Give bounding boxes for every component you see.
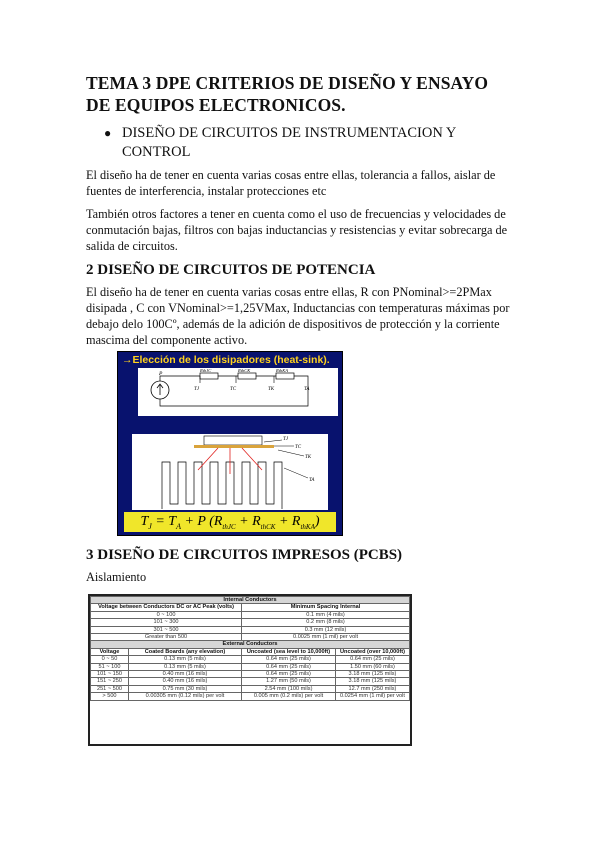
table-cell: 2.54 mm (100 mils) [242, 685, 336, 692]
circuit-label-tj: TJ [194, 387, 199, 392]
heat-sink-svg [132, 434, 328, 510]
table-cell: 1.27 mm (50 mils) [242, 678, 336, 685]
bullet-dot: ● [104, 126, 112, 140]
circuit-label-rthck: RthCK [238, 368, 251, 373]
circuit-label-rthka: RthKA [276, 368, 288, 373]
table-cell: 301 ~ 500 [91, 626, 242, 633]
table-cell: 101 ~ 300 [91, 619, 242, 626]
table-header-cell: Voltage between Conductors DC or AC Peak (volts) [91, 604, 242, 611]
circuit-label-tk: TK [268, 387, 275, 392]
paragraph-1: El diseño ha de tener en cuenta varias cosas entre ellas, tolerancia a fallos, aislar de fuentes de interferencia, instalar protecciones etc [86, 168, 496, 198]
spacing-table-image [88, 594, 412, 746]
internal-title-row [91, 597, 410, 604]
external-header-row [91, 648, 410, 655]
table-cell: 0.3 mm (12 mils) [242, 626, 410, 633]
document-title: TEMA 3 DPE CRITERIOS DE DISEÑO Y ENSAYO DE EQUIPOS ELECTRONICOS. [86, 73, 489, 115]
table-header-cell: Internal Conductors [91, 597, 410, 604]
heat-sink-slide-image [117, 351, 343, 536]
table-row [91, 685, 410, 692]
table-cell: > 500 [91, 693, 129, 700]
paragraph-3: El diseño ha de tener en cuenta varias cosas entre ellas, R con PNominal>=2PMax disipada , C con VNominal>=1,25VMax, Inductancias con temperaturas máximas por debajo delo 100Cº, además de la adición de dispositivos de protección y la corriente mascima del componente activo. [86, 285, 510, 347]
external-title-row [91, 641, 410, 648]
table-cell: 0.64 mm (25 mils) [242, 671, 336, 678]
thermal-circuit-svg [138, 368, 338, 416]
table-cell: 0.64 mm (25 mils) [335, 656, 409, 663]
table-header-cell: Voltage [91, 648, 129, 655]
table-row [91, 693, 410, 700]
section-heading-3: 3 DISEÑO DE CIRCUITOS IMPRESOS (PCBS) [86, 547, 403, 563]
table-cell: 0.0254 mm (1 mil) per volt [335, 693, 409, 700]
table-row [91, 656, 410, 663]
table-cell: 0.005 mm (0.2 mils) per volt [242, 693, 336, 700]
figure-label-tc: TC [295, 445, 302, 450]
figure-label-tj: TJ [283, 437, 288, 442]
table-cell: 0.1 mm (4 mils) [242, 611, 410, 618]
table-cell: 1.50 mm (60 mils) [335, 663, 409, 670]
circuit-label-ta: TA [304, 387, 310, 392]
table-cell: 0.40 mm (16 mils) [128, 678, 241, 685]
table-cell: 0 ~ 50 [91, 656, 129, 663]
table-cell: 3.18 mm (125 mils) [335, 671, 409, 678]
table-header-cell: Minimum Spacing Internal [242, 604, 410, 611]
table-row [91, 619, 410, 626]
table-cell: 0.40 mm (16 mils) [128, 671, 241, 678]
table-cell: 0.13 mm (5 mils) [128, 663, 241, 670]
slide-title: →Elección de los disipadores (heat-sink). [122, 354, 330, 366]
table-cell: 251 ~ 500 [91, 685, 129, 692]
table-header-cell: External Conductors [91, 641, 410, 648]
table-cell: 0.00305 mm (0.12 mils) per volt [128, 693, 241, 700]
table-cell: 0.64 mm (25 mils) [242, 663, 336, 670]
circuit-label-p: P [159, 371, 163, 377]
table-row [91, 626, 410, 633]
table-row [91, 671, 410, 678]
conductor-spacing-table [90, 596, 410, 701]
thermal-circuit-diagram [138, 368, 338, 416]
table-header-cell: Uncoated (over 10,000ft) [335, 648, 409, 655]
thermal-equation: $T_J = T_A + P$ $(R_{thJC} + R_{thCK} + R_{thKA})$ [124, 512, 336, 532]
table-cell: 0 ~ 100 [91, 611, 242, 618]
table-cell: 0.2 mm (8 mils) [242, 619, 410, 626]
circuit-label-tc: TC [230, 387, 237, 392]
table-cell: 0.0025 mm (1 mil) per volt [242, 634, 410, 641]
circuit-label-rthjc: RthJC [200, 368, 212, 373]
table-cell: 12.7 mm (250 mils) [335, 685, 409, 692]
table-row [91, 678, 410, 685]
table-header-cell: Coated Boards (any elevation) [128, 648, 241, 655]
table-cell: 151 ~ 250 [91, 678, 129, 685]
table-row [91, 634, 410, 641]
table-cell: 3.18 mm (125 mils) [335, 678, 409, 685]
table-cell: 51 ~ 100 [91, 663, 129, 670]
figure-label-ta: TA [309, 478, 315, 483]
table-header-cell: Uncoated (sea level to 10,000ft) [242, 648, 336, 655]
table-cell: 0.13 mm (5 mils) [128, 656, 241, 663]
table-cell: 101 ~ 150 [91, 671, 129, 678]
bullet-text: DISEÑO DE CIRCUITOS DE INSTRUMENTACION Y CONTROL [122, 125, 456, 160]
table-row [91, 663, 410, 670]
table-cell: 0.64 mm (25 mils) [242, 656, 336, 663]
figure-label-tk: TK [305, 455, 312, 460]
aislamiento-label: Aislamiento [86, 570, 147, 584]
internal-header-row [91, 604, 410, 611]
section-heading-2: 2 DISEÑO DE CIRCUITOS DE POTENCIA [86, 262, 376, 278]
table-row [91, 611, 410, 618]
paragraph-2: También otros factores a tener en cuenta como el uso de frecuencias y velocidades de conmutación bajas, filtros con bajas inductancias y resistencias y evitar sobrecarga de salida de circuitos. [86, 207, 508, 253]
table-cell: Greater than 500 [91, 634, 242, 641]
heat-sink-figure [132, 434, 328, 510]
table-cell: 0.75 mm (30 mils) [128, 685, 241, 692]
